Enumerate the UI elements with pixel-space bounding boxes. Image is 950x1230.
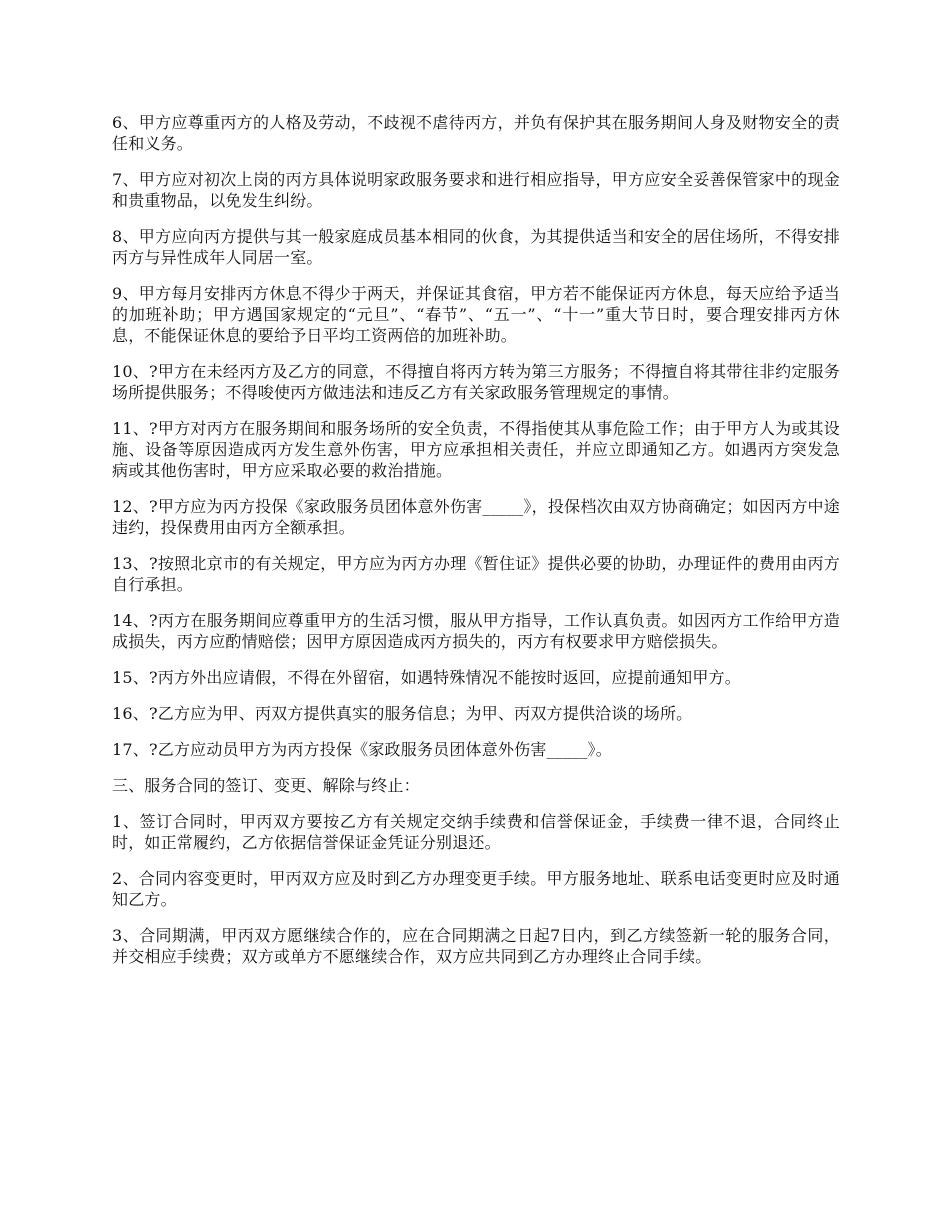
section3-clause-2: 2、合同内容变更时，甲丙双方应及时到乙方办理变更手续。甲方服务地址、联系电话变更时应及时通知乙方。 bbox=[112, 869, 840, 909]
clause-17: 17、?乙方应动员甲方为丙方投保《家政服务员团体意外伤害_____》。 bbox=[112, 740, 612, 759]
section3-clause-3: 3、合同期满，甲丙双方愿继续合作的，应在合同期满之日起7日内，到乙方续签新一轮的服务合同，并交相应手续费；双方或单方不愿继续合作，双方应共同到乙方办理终止合同手续。 bbox=[112, 926, 840, 966]
clause-9: 9、甲方每月安排丙方休息不得少于两天，并保证其食宿，甲方若不能保证丙方休息，每天应给予适当的加班补助；甲方遇国家规定的“元旦”、“春节”、“五一”、“十一”重大节日时，要合理安排丙方休息，不能保证休息的要给予日平均工资两倍的加班补助。 bbox=[112, 284, 840, 345]
clause-11: 11、?甲方对丙方在服务期间和服务场所的安全负责，不得指使其从事危险工作；由于甲方人为或其设施、设备等原因造成丙方发生意外伤害，甲方应承担相关责任，并应立即通知乙方。如遇丙方突发急病或其他伤害时，甲方应采取必要的救治措施。 bbox=[112, 419, 840, 480]
section-heading-3: 三、服务合同的签订、变更、解除与终止： bbox=[112, 776, 420, 795]
clause-10: 10、?甲方在未经丙方及乙方的同意，不得擅自将丙方转为第三方服务；不得擅自将其带往非约定服务场所提供服务；不得唆使丙方做违法和违反乙方有关家政服务管理规定的事情。 bbox=[112, 362, 840, 402]
clause-8: 8、甲方应向丙方提供与其一般家庭成员基本相同的伙食，为其提供适当和安全的居住场所，不得安排丙方与异性成年人同居一室。 bbox=[112, 227, 840, 267]
clause-14: 14、?丙方在服务期间应尊重甲方的生活习惯，服从甲方指导，工作认真负责。如因丙方工作给甲方造成损失，丙方应酌情赔偿；因甲方原因造成丙方损失的，丙方有权要求甲方赔偿损失。 bbox=[112, 611, 840, 651]
section3-clause-1: 1、签订合同时，甲丙双方要按乙方有关规定交纳手续费和信誉保证金，手续费一律不退，合同终止时，如正常履约，乙方依据信誉保证金凭证分别退还。 bbox=[112, 812, 840, 852]
clause-7: 7、甲方应对初次上岗的丙方具体说明家政服务要求和进行相应指导，甲方应安全妥善保管家中的现金和贵重物品，以免发生纠纷。 bbox=[112, 170, 840, 210]
clause-16: 16、?乙方应为甲、丙双方提供真实的服务信息；为甲、丙双方提供洽谈的场所。 bbox=[112, 704, 693, 723]
clause-15: 15、?丙方外出应请假，不得在外留宿，如遇特殊情况不能按时返回，应提前通知甲方。 bbox=[112, 668, 741, 687]
clause-12: 12、?甲方应为丙方投保《家政服务员团体意外伤害_____》，投保档次由双方协商确定；如因丙方中途违约，投保费用由丙方全额承担。 bbox=[112, 497, 840, 537]
clause-13: 13、?按照北京市的有关规定，甲方应为丙方办理《暂住证》提供必要的协助，办理证件的费用由丙方自行承担。 bbox=[112, 554, 840, 594]
clause-6: 6、甲方应尊重丙方的人格及劳动，不歧视不虐待丙方，并负有保护其在服务期间人身及财物安全的责任和义务。 bbox=[112, 113, 840, 153]
